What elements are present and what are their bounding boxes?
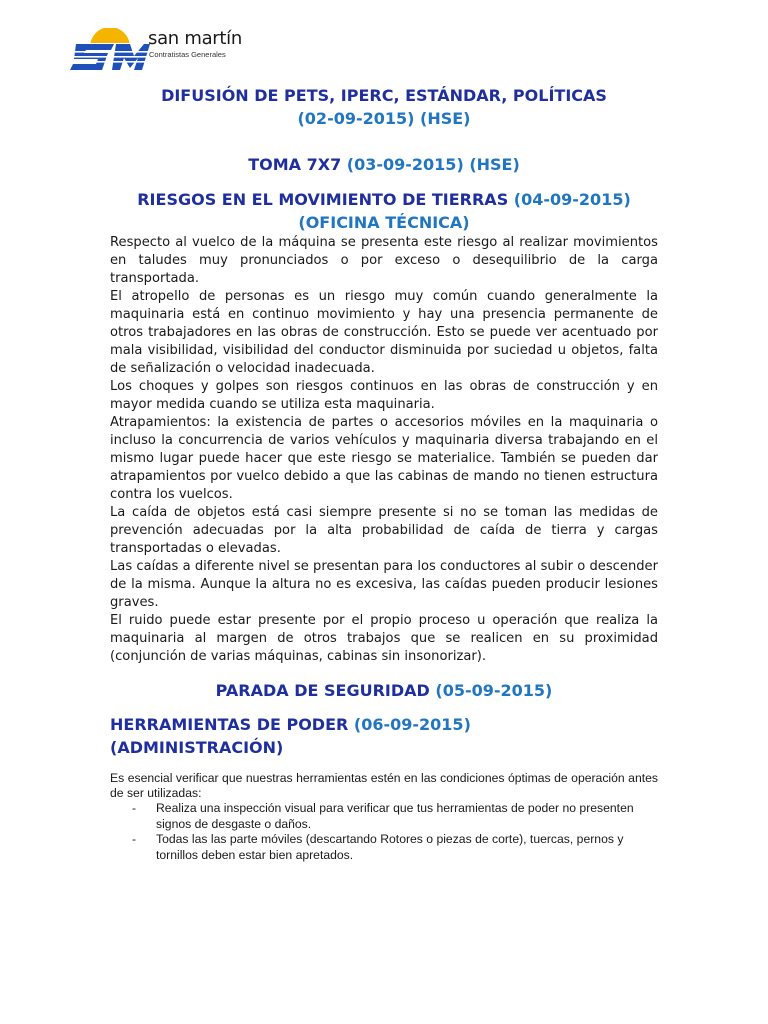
list-item-text: Realiza una inspección visual para verificar que tus herramientas de poder no presenten signos de desgaste o daños.	[156, 801, 634, 831]
heading-parada-title: PARADA DE SEGURIDAD	[215, 681, 430, 700]
heading-herramientas	[110, 713, 658, 759]
heading-toma	[110, 153, 658, 176]
logo-name: san martín	[148, 28, 242, 49]
paragraph-choques: Los choques y golpes son riesgos continuos en las obras de construcción y en mayor medida cuando se utiliza esta maquinaria.	[110, 379, 658, 412]
heading-riesgos	[110, 188, 658, 234]
heading-herramientas-title: HERRAMIENTAS DE PODER	[110, 715, 349, 734]
heading-toma-title: TOMA 7X7	[248, 155, 342, 174]
paragraph-atropello: El atropello de personas es un riesgo muy común cuando generalmente la maquinaria está en continuo movimiento y hay una presencia permanente de otros trabajadores en las obras de construcción. Esto se puede ver acentuado por mala visibilidad, visibilidad del conductor disminuida por suciedad u objetos, falta de señalización o velocidad inadecuada.	[110, 289, 658, 376]
list-item	[110, 832, 658, 863]
paragraph-ruido: El ruido puede estar presente por el propio proceso u operación que realiza la maquinaria al margen de otros trabajos que se realicen en su proximidad (conjunción de varias máquinas, cabinas sin insonorizar).	[110, 613, 658, 664]
tools-intro: Es esencial verificar que nuestras herramientas estén en las condiciones óptimas de operación antes de ser utilizadas:	[110, 771, 658, 800]
logo-wordmark	[148, 28, 242, 59]
paragraph-caidas-nivel: Las caídas a diferente nivel se presentan para los conductores al subir o descender de la misma. Aunque la altura no es excesiva, las caídas pueden producir lesiones graves.	[110, 559, 658, 610]
heading-herramientas-date: (06-09-2015)	[353, 715, 471, 734]
heading-riesgos-title: RIESGOS EN EL MOVIMIENTO DE TIERRAS	[137, 190, 509, 209]
heading-difusion-date: (02-09-2015) (HSE)	[297, 109, 471, 128]
heading-difusion-title: DIFUSIÓN DE PETS, IPERC, ESTÁNDAR, POLÍTICAS	[161, 86, 607, 105]
document-page	[110, 84, 658, 863]
heading-toma-date: (03-09-2015) (HSE)	[346, 155, 520, 174]
logo-subtitle: Contratistas Generales	[149, 50, 226, 59]
heading-herramientas-dept: (ADMINISTRACIÓN)	[110, 738, 284, 757]
paragraph-vuelco: Respecto al vuelco de la máquina se presenta este riesgo al realizar movimientos en taludes muy pronunciados o por exceso o desequilibrio de la carga transportada.	[110, 235, 658, 286]
heading-riesgos-date: (04-09-2015) (OFICINA TÉCNICA)	[298, 190, 631, 232]
tools-list	[110, 801, 658, 863]
paragraph-caida-objetos: La caída de objetos está casi siempre presente si no se toman las medidas de prevención adecuadas por la alta probabilidad de caída de tierra y cargas transportadas o elevadas.	[110, 505, 658, 556]
paragraph-atrapamientos: Atrapamientos: la existencia de partes o accesorios móviles en la maquinaria o incluso la concurrencia de varios vehículos y maquinaria diversa trabajando en el mismo lugar puede hacer que este riesgo se materialice. También se pueden dar atrapamientos por vuelco debido a que las cabinas de mando no tienen estructura contra los vuelcos.	[110, 415, 658, 502]
list-marker: -	[132, 832, 137, 846]
list-marker: -	[132, 801, 137, 815]
list-item-text: Todas las las parte móviles (descartando Rotores o piezas de corte), tuercas, pernos y tornillos deben estar bien apretados.	[156, 832, 624, 862]
list-item	[110, 801, 658, 832]
heading-parada	[110, 679, 658, 702]
heading-difusion	[110, 84, 658, 130]
heading-parada-date: (05-09-2015)	[435, 681, 553, 700]
